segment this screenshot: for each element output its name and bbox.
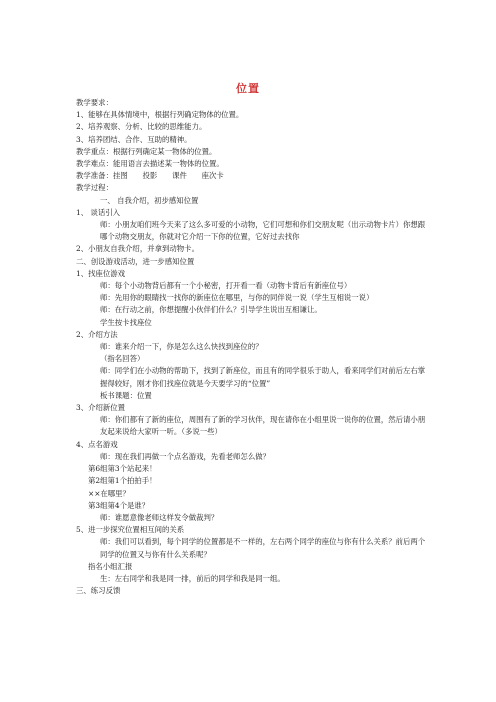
text-line: ××在哪里？ <box>88 488 130 498</box>
text-line: 教学过程： <box>76 183 113 193</box>
text-line: 4、点名游戏 <box>76 439 118 449</box>
text-line: 1、找座位游戏 <box>76 268 126 278</box>
text-line: 师：每个小动物背后都有一个小秘密，打开看一看（动物卡背后有新座位号） <box>100 281 352 291</box>
paragraph: 师：你们都有了新的座位，周围有了新的学习伙伴，现在请你在小组里说一说你的位置，然后请小朋友起来说给大家听一听。（多说一些） <box>100 415 426 437</box>
text-line: （指名回答） <box>100 354 145 364</box>
paragraph: 师：同学们在小动物的帮助下，找到了新座位，而且有的同学很乐于助人，看来同学们对前后左右掌握得较好，刚才你们找座位就是今天要学习的“位置” <box>100 366 426 388</box>
text-line: 师：谁愿意像老师这样发令做裁判？ <box>100 512 219 522</box>
text-line: 师：在行动之前，你想提醒小伙伴们什么？引导学生说出互相谦让。 <box>100 305 322 315</box>
text-line: 教学重点：根据行列确定某一物体的位置。 <box>76 146 217 156</box>
paragraph: 师：小朋友咱们班今天来了这么多可爱的小动物，它们可想和你们交朋友呢（出示动物卡片）你想跟哪个动物交朋友，你就对它介绍一下你的位置，它好过去找你 <box>100 220 426 242</box>
text-line: 教学难点：能用语言去描述某一物体的位置。 <box>76 159 224 169</box>
text-line: 1、能够在具体情境中，根据行列确定物体的位置。 <box>76 110 244 120</box>
text-line: 学生按卡找座位 <box>100 317 152 327</box>
text-line: 教学准备：挂图 投影 课件 座次卡 <box>76 171 224 181</box>
text-line: 第2组第1个拍拍手！ <box>88 476 157 486</box>
text-line: 师：谁来介绍一下，你是怎么这么快找到座位的？ <box>100 342 263 352</box>
paragraph: 师：我们可以看到，每个同学的位置都是不一样的，左右两个同学的座位与你有什么关系？前后两个同学的位置又与你有什么关系呢？ <box>100 537 426 559</box>
text-line: 5、进一步探究位置相互间的关系 <box>76 525 185 535</box>
text-line: 3、培养团结、合作、互助的精神。 <box>76 134 192 144</box>
text-line: 3、介绍新位置 <box>76 403 126 413</box>
section-heading: 一、 自我介绍，初步感知位置 <box>100 195 199 205</box>
text-line: 第6组第3个站起来！ <box>88 464 157 474</box>
document-body <box>76 97 426 597</box>
section-heading: 三、练习反馈 <box>76 586 121 596</box>
text-line: 2、培养观察、分析、比较的思维能力。 <box>76 122 207 132</box>
document-title: 位置 <box>236 82 260 95</box>
text-line: 第3组第4个是谁？ <box>88 500 150 510</box>
text-line: 师：现在我们再做一个点名游戏，先看老师怎么做？ <box>100 451 270 461</box>
text-line: 教学要求： <box>76 98 113 107</box>
text-line: 2、小朋友自我介绍，并拿到动物卡。 <box>76 244 199 254</box>
text-line: 师：先用你的眼睛找一找你的新座位在哪里，与你的同伴说一说（学生互相说一说） <box>100 293 374 303</box>
text-line: 板书课题：位置 <box>100 390 152 400</box>
text-line: 生：左右同学和我是同一排，前后的同学和我是同一组。 <box>100 573 285 583</box>
text-line: 2、介绍方法 <box>76 329 118 339</box>
section-heading: 二、创设游戏活动，进一步感知位置 <box>76 256 195 266</box>
text-line: 1、 谈话引入 <box>76 207 121 217</box>
text-line: 指名小组汇报 <box>88 561 133 571</box>
